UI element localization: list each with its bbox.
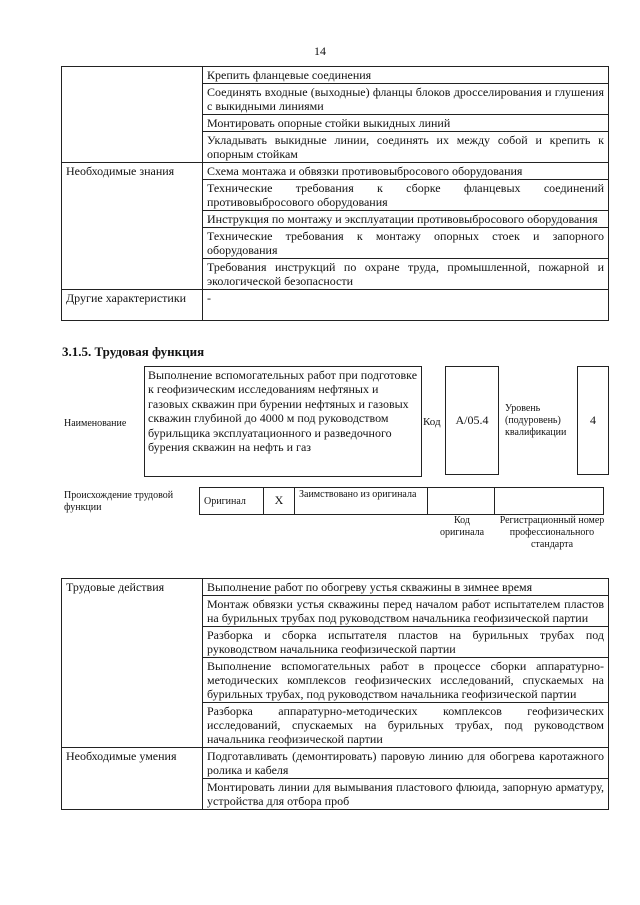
table-cell: Монтировать опорные стойки выкидных линий bbox=[203, 115, 609, 132]
reg-number-label: Регистрационный номер профессионального стандарта bbox=[499, 515, 605, 550]
level-value: 4 bbox=[590, 413, 596, 427]
table-cell: Инструкция по монтажу и эксплуатации противовыбросового оборудования bbox=[203, 211, 609, 228]
table-cell: Технические требования к сборке фланцевых соединений противовыбросового оборудования bbox=[203, 180, 609, 211]
table-cell: Выполнение вспомогательных работ в процессе сборки аппаратурно-методических комплексов геофизических исследований, спускаемых на бурильных трубах, под руководством начальника геофизической партии bbox=[203, 658, 609, 703]
table-cell: Монтировать линии для вымывания пластового флюида, запорную арматуру, устройства для отбора проб bbox=[203, 779, 609, 810]
code-box bbox=[445, 366, 499, 475]
code-label: Код bbox=[423, 416, 441, 428]
table-cell: Разборка аппаратурно-методических комплексов геофизических исследований, спускаемых на бурильных трубах, под руководством начальника геофизической партии bbox=[203, 703, 609, 748]
code-original-cell bbox=[428, 488, 495, 515]
table-cell: Схема монтажа и обвязки противовыбросового оборудования bbox=[203, 163, 609, 180]
section-heading: 3.1.5. Трудовая функция bbox=[62, 344, 205, 359]
function-name-box: Выполнение вспомогательных работ при подготовке к геофизическим исследованиям нефтяных и газовых скважин при бурении нефтяных и газовых скважин глубиной до 4000 м под руководством бурильщика эксплуатационного и разведочного бурения скважин на нефть и газ bbox=[144, 366, 422, 477]
origin-label: Происхождение трудовой функции bbox=[64, 490, 174, 513]
row-label bbox=[62, 67, 203, 163]
table-cell: Монтаж обвязки устья скважины перед началом работ испытателем пластов на бурильных трубах под руководством начальника геофизической партии bbox=[203, 596, 609, 627]
row-label-knowledge: Необходимые знания bbox=[62, 163, 203, 290]
name-label: Наименование bbox=[64, 418, 127, 429]
original-mark: X bbox=[264, 488, 295, 515]
original-label: Оригинал bbox=[200, 488, 264, 515]
table-cell: Укладывать выкидные линии, соединять их между собой и крепить к опорным стойкам bbox=[203, 132, 609, 163]
table-cell: Разборка и сборка испытателя пластов на бурильных трубах под руководством начальника геофизической партии bbox=[203, 627, 609, 658]
table-cell: Технические требования к монтажу опорных стоек и запорного оборудования bbox=[203, 228, 609, 259]
reg-number-cell bbox=[495, 488, 604, 515]
borrowed-label: Заимствовано из оригинала bbox=[295, 488, 428, 515]
level-box bbox=[577, 366, 609, 475]
table-knowledge bbox=[61, 66, 609, 321]
table-cell: Подготавливать (демонтировать) паровую линию для обогрева каротажного ролика и кабеля bbox=[203, 748, 609, 779]
table-cell: Требования инструкций по охране труда, промышленной, пожарной и экологической безопасности bbox=[203, 259, 609, 290]
row-label-skills: Необходимые умения bbox=[62, 748, 203, 810]
row-label-other: Другие характеристики bbox=[62, 290, 203, 321]
row-label-actions: Трудовые действия bbox=[62, 579, 203, 748]
code-value: А/05.4 bbox=[455, 413, 489, 427]
level-label: Уровень (подуровень) квалификации bbox=[505, 403, 567, 438]
page-number: 14 bbox=[314, 44, 326, 58]
table-cell: Выполнение работ по обогреву устья скважины в зимнее время bbox=[203, 579, 609, 596]
table-actions bbox=[61, 578, 609, 810]
table-cell: Соединять входные (выходные) фланцы блоков дросселирования и глушения с выкидными линиями bbox=[203, 84, 609, 115]
table-cell: - bbox=[203, 290, 609, 321]
code-original-label: Код оригинала bbox=[439, 515, 485, 538]
origin-table bbox=[199, 487, 604, 515]
table-cell: Крепить фланцевые соединения bbox=[203, 67, 609, 84]
